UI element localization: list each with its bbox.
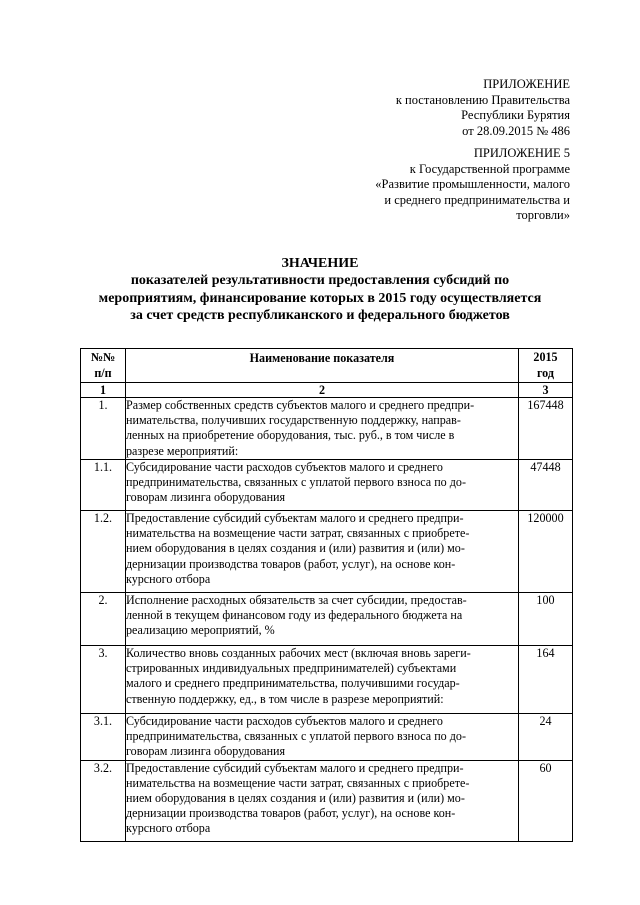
- indicator-value: 60: [519, 760, 573, 841]
- indicator-name-line: Субсидирование части расходов субъектов малого и среднего: [126, 460, 443, 474]
- indicator-name-line: предпринимательства, связанных с уплатой первого взноса по до-: [126, 729, 466, 744]
- table-row: [81, 760, 573, 841]
- indicator-name-line: Субсидирование части расходов субъектов малого и среднего: [126, 714, 443, 728]
- table-row: [81, 460, 573, 511]
- indicator-name: [126, 460, 519, 511]
- indicator-name: [126, 511, 519, 593]
- appendix-header-resolution: [396, 77, 570, 139]
- row-number: 2.: [81, 593, 126, 646]
- table-body: [81, 398, 573, 842]
- indicator-name-line: Исполнение расходных обязательств за счет субсидии, предостав-: [126, 593, 467, 607]
- header-num: [81, 349, 126, 383]
- table-row: [81, 511, 573, 593]
- indicator-name: [126, 760, 519, 841]
- row-number: 3.1.: [81, 714, 126, 761]
- column-number: 3: [519, 383, 573, 398]
- indicator-name-line: нимательства на возмещение части затрат, связанных с приобрете-: [126, 526, 470, 541]
- table-header-row: [81, 349, 573, 383]
- indicator-name-line: Предоставление субсидий субъектам малого и среднего предпри-: [126, 760, 464, 775]
- indicator-name-line: ленной в текущем финансовом году из федерального бюджета на: [126, 608, 463, 623]
- indicator-name-line: нием оборудования в целях создания и (или) развития и (или) мо-: [126, 541, 465, 556]
- table-row: [81, 398, 573, 460]
- header-num-line1: №№: [90, 350, 116, 365]
- indicator-name-line: стрированных индивидуальных предпринимателей) субъектами: [126, 661, 457, 676]
- appendix-line: и среднего предпринимательства и: [384, 192, 570, 207]
- indicator-name: [126, 398, 519, 460]
- header-year-line2: год: [536, 365, 554, 380]
- indicator-name-line: нимательства на возмещение части затрат, связанных с приобрете-: [126, 775, 470, 790]
- indicator-name: [126, 646, 519, 714]
- indicator-name-line: Размер собственных средств субъектов малого и среднего предпри-: [126, 398, 475, 412]
- indicator-name-line: Количество вновь созданных рабочих мест (включая вновь зареги-: [126, 646, 471, 660]
- table-row: [81, 593, 573, 646]
- indicator-name-line: малого и среднего предпринимательства, получившими государ-: [126, 676, 460, 691]
- indicator-name-line: ственную поддержку, ед., в том числе в разрезе мероприятий:: [126, 691, 444, 706]
- indicator-name-line: ленных на приобретение оборудования, тыс. руб., в том числе в: [126, 428, 455, 443]
- header-name: Наименование показателя: [126, 349, 519, 383]
- indicator-name-line: Предоставление субсидий субъектам малого и среднего предпри-: [126, 511, 464, 525]
- title-line: показателей результативности предоставления субсидий по: [130, 273, 510, 289]
- appendix-line: ПРИЛОЖЕНИЕ: [483, 77, 570, 91]
- indicator-value: 47448: [519, 460, 573, 511]
- row-number: 1.: [81, 398, 126, 460]
- indicator-name-line: реализацию мероприятий, %: [126, 623, 275, 638]
- row-number: 3.: [81, 646, 126, 714]
- row-number: 1.1.: [81, 460, 126, 511]
- indicator-value: 24: [519, 714, 573, 761]
- indicator-name: [126, 714, 519, 761]
- column-number-row: [81, 383, 573, 398]
- indicator-name-line: нимательства, получивших государственную поддержку, направ-: [126, 413, 461, 428]
- indicator-value: 100: [519, 593, 573, 646]
- title-line: мероприятиям, финансирование которых в 2015 году осуществляется: [98, 290, 542, 306]
- indicator-value: 167448: [519, 398, 573, 460]
- indicator-name-line: дернизации производства товаров (работ, услуг), на основе кон-: [126, 806, 456, 821]
- appendix-line: торговли»: [516, 208, 570, 222]
- row-number: 3.2.: [81, 760, 126, 841]
- indicator-name-line: разрезе мероприятий:: [126, 443, 239, 458]
- table-row: [81, 646, 573, 714]
- indicator-name-line: курсного отбора: [126, 821, 211, 836]
- indicator-name: [126, 593, 519, 646]
- appendix-line: к постановлению Правительства: [395, 92, 570, 107]
- indicator-name-line: курсного отбора: [126, 571, 211, 586]
- indicator-value: 164: [519, 646, 573, 714]
- header-num-line2: п/п: [94, 365, 112, 380]
- indicator-value: 120000: [519, 511, 573, 593]
- indicator-name-line: нием оборудования в целях создания и (или) развития и (или) мо-: [126, 791, 465, 806]
- indicator-name-line: дернизации производства товаров (работ, услуг), на основе кон-: [126, 556, 456, 571]
- appendix-header-program: [375, 146, 570, 224]
- appendix-line: Республики Бурятия: [461, 108, 570, 122]
- header-year-line1: 2015: [533, 350, 558, 365]
- title-line: ЗНАЧЕНИЕ: [281, 256, 359, 271]
- appendix-line: ПРИЛОЖЕНИЕ 5: [473, 146, 570, 160]
- indicator-name-line: говорам лизинга оборудования: [126, 490, 286, 505]
- indicator-name-line: предпринимательства, связанных с уплатой первого взноса по до-: [126, 475, 466, 490]
- indicator-name-line: говорам лизинга оборудования: [126, 744, 286, 759]
- appendix-line: к Государственной программе: [409, 161, 570, 176]
- document-title: [60, 255, 580, 324]
- column-number: 2: [126, 383, 519, 398]
- appendix-line: от 28.09.2015 № 486: [462, 123, 570, 138]
- column-number: 1: [81, 383, 126, 398]
- title-line: за счет средств республиканского и федерального бюджетов: [130, 307, 510, 323]
- table-row: [81, 714, 573, 761]
- header-year: [519, 349, 573, 383]
- row-number: 1.2.: [81, 511, 126, 593]
- indicators-table: [80, 348, 573, 842]
- appendix-line: «Развитие промышленности, малого: [375, 177, 570, 191]
